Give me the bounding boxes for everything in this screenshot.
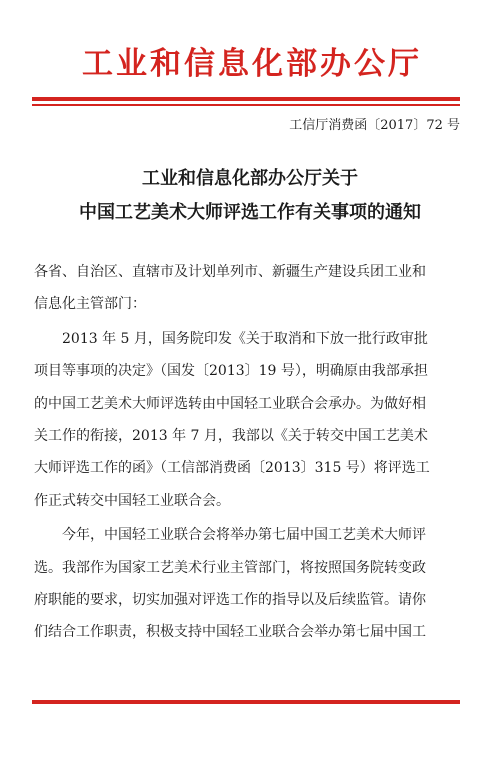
- paragraph-line: 府职能的要求，切实加强对评选工作的指导以及后续监管。请你: [34, 592, 426, 609]
- salutation: [34, 256, 466, 321]
- paragraph-line: 选。我部作为国家工艺美术行业主管部门，将按照国务院转变政: [34, 559, 426, 576]
- salutation-line: 信息化主管部门：: [34, 296, 146, 313]
- paragraph-line: 2013 年 5 月，国务院印发《关于取消和下放一批行政审批: [62, 330, 428, 347]
- salutation-line: 各省、自治区、直辖市及计划单列市、新疆生产建设兵团工业和: [34, 264, 426, 280]
- header-red-rule-thin: [32, 104, 460, 106]
- document-body: [34, 256, 466, 649]
- paragraph-2: [34, 519, 466, 649]
- document-title: [30, 162, 470, 230]
- paragraph-line: 们结合工作职责，积极支持中国轻工业联合会举办第七届中国工: [34, 624, 426, 641]
- footer-red-rule: [32, 700, 460, 704]
- document-number: 工信厅消费函〔2017〕72 号: [289, 118, 460, 133]
- paragraph-line: 项目等事项的决定》（国发〔2013〕19 号），明确原由我部承担: [34, 363, 428, 380]
- paragraph-1: [34, 323, 466, 517]
- paragraph-line: 的中国工艺美术大师评选转由中国轻工业联合会承办。为做好相: [34, 395, 426, 412]
- header-red-rule-thick: [32, 97, 460, 101]
- paragraph-line: 关工作的衔接，2013 年 7 月，我部以《关于转交中国工艺美术: [34, 428, 428, 445]
- paragraph-line: 作正式转交中国轻工业联合会。: [34, 492, 230, 509]
- issuing-authority-header: 工业和信息化部办公厅: [82, 46, 422, 82]
- paragraph-line: 大师评选工作的函》（工信部消费函〔2013〕315 号）将评选工: [34, 460, 430, 477]
- document-title-line-1: 工业和信息化部办公厅关于: [142, 168, 358, 189]
- document-title-line-2: 中国工艺美术大师评选工作有关事项的通知: [79, 202, 421, 223]
- paragraph-line: 今年，中国轻工业联合会将举办第七届中国工艺美术大师评: [62, 527, 426, 544]
